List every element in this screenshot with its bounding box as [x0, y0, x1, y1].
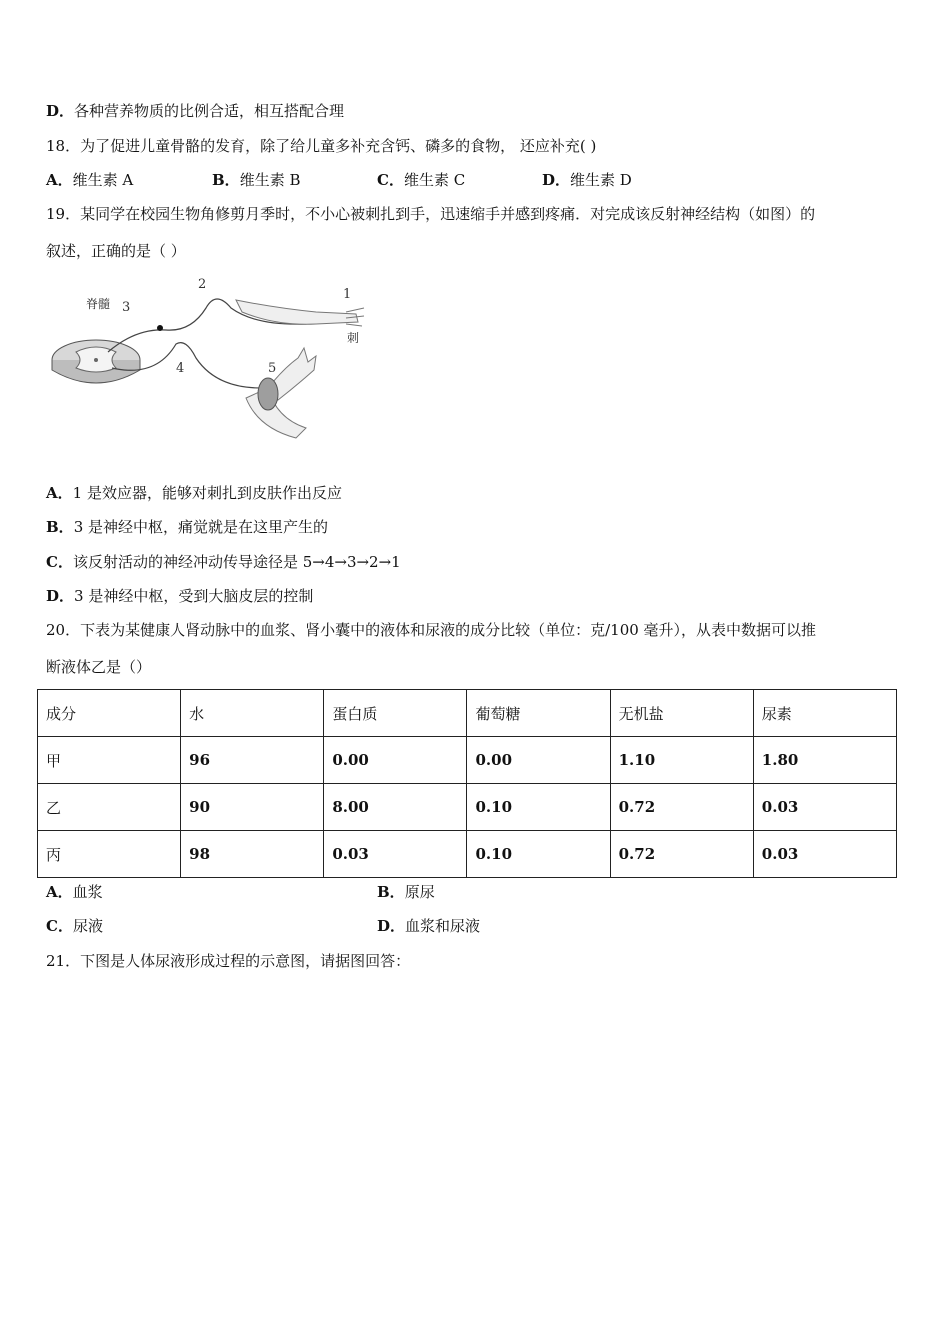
table-row [38, 737, 897, 784]
q20-option-a: A．血浆 [46, 883, 103, 901]
q19-option-d: D．3 是神经中枢，受到大脑皮层的控制 [46, 587, 314, 605]
spinal-cord-section [52, 340, 140, 383]
reflex-arc-diagram [46, 278, 366, 453]
option-letter: D． [46, 102, 75, 120]
table-header-cell: 水 [181, 690, 324, 737]
option-letter: B． [46, 518, 74, 536]
option-letter: B． [212, 171, 240, 189]
q20-stem-line1: 20．下表为某健康人肾动脉中的血浆、肾小囊中的液体和尿液的成分比较（单位：克/100 毫升），从表中数据可以推 [46, 621, 817, 639]
q21-stem: 21．下图是人体尿液形成过程的示意图，请据图回答： [46, 952, 411, 970]
table-cell: 98 [181, 831, 324, 878]
table-cell: 0.10 [467, 784, 610, 831]
table-cell: 丙 [38, 831, 181, 878]
q18-option-b: B．维生素 B [212, 171, 301, 189]
option-letter: D． [377, 917, 406, 935]
table-header-row [38, 690, 897, 737]
table-cell: 0.03 [753, 831, 896, 878]
effector-muscle [258, 378, 278, 410]
q18-option-d: D．维生素 D [542, 171, 632, 189]
table-cell: 1.80 [753, 737, 896, 784]
table-cell: 0.03 [324, 831, 467, 878]
q18-stem: 18．为了促进儿童骨骼的发育，除了给儿童多补充含钙、磷多的食物， 还应补充( ) [46, 137, 597, 155]
table-cell: 90 [181, 784, 324, 831]
q20-option-b: B．原尿 [377, 883, 435, 901]
q18-option-a: A．维生素 A [46, 171, 134, 189]
option-letter: A． [46, 171, 73, 189]
q20-option-c: C．尿液 [46, 917, 103, 935]
q17-option-d: D．各种营养物质的比例合适，相互搭配合理 [46, 102, 345, 120]
q19-option-a: A．1 是效应器，能够对刺扎到皮肤作出反应 [46, 484, 342, 502]
table-cell: 96 [181, 737, 324, 784]
table-cell: 乙 [38, 784, 181, 831]
q18-option-c: C．维生素 C [377, 171, 466, 189]
option-letter: D． [46, 587, 75, 605]
table-header-cell: 葡萄糖 [467, 690, 610, 737]
ganglion-dot [157, 325, 163, 331]
q20-option-d: D．血浆和尿液 [377, 917, 481, 935]
sensory-nerve [108, 299, 346, 352]
table-header-cell: 尿素 [753, 690, 896, 737]
table-cell: 0.72 [610, 831, 753, 878]
option-letter: C． [377, 171, 404, 189]
option-letter: B． [377, 883, 405, 901]
table-cell: 8.00 [324, 784, 467, 831]
table-header-cell: 蛋白质 [324, 690, 467, 737]
table-cell: 0.00 [467, 737, 610, 784]
label-thorn: 刺 [347, 331, 360, 345]
label-5: 5 [268, 361, 277, 376]
option-letter: A． [46, 883, 73, 901]
table-header-cell: 成分 [38, 690, 181, 737]
label-2: 2 [198, 278, 207, 292]
arm-upper [236, 300, 358, 324]
table-cell: 0.00 [324, 737, 467, 784]
option-letter: C． [46, 917, 73, 935]
table-cell: 0.03 [753, 784, 896, 831]
q19-stem-line1: 19．某同学在校园生物角修剪月季时，不小心被刺扎到手，迅速缩手并感到疼痛．对完成该反射神经结构（如图）的 [46, 205, 816, 223]
q19-option-b: B．3 是神经中枢，痛觉就是在这里产生的 [46, 518, 329, 536]
q19-stem-line2: 叙述，正确的是（ ） [46, 242, 186, 260]
table-cell: 0.10 [467, 831, 610, 878]
table-row [38, 831, 897, 878]
composition-table [37, 689, 897, 878]
table-header-cell: 无机盐 [610, 690, 753, 737]
label-1: 1 [343, 287, 352, 302]
table-cell: 甲 [38, 737, 181, 784]
q20-stem-line2: 断液体乙是（） [46, 658, 152, 676]
table-cell: 1.10 [610, 737, 753, 784]
q19-option-c: C．该反射活动的神经冲动传导途径是 5→4→3→2→1 [46, 553, 401, 571]
reflex-arc-figure [46, 278, 366, 453]
table-row [38, 784, 897, 831]
label-spinal-cord: 脊髓 [86, 297, 111, 311]
option-letter: D． [542, 171, 571, 189]
table-cell: 0.72 [610, 784, 753, 831]
option-letter: C． [46, 553, 73, 571]
label-3: 3 [122, 300, 131, 315]
label-4: 4 [176, 361, 185, 376]
option-letter: A． [46, 484, 73, 502]
